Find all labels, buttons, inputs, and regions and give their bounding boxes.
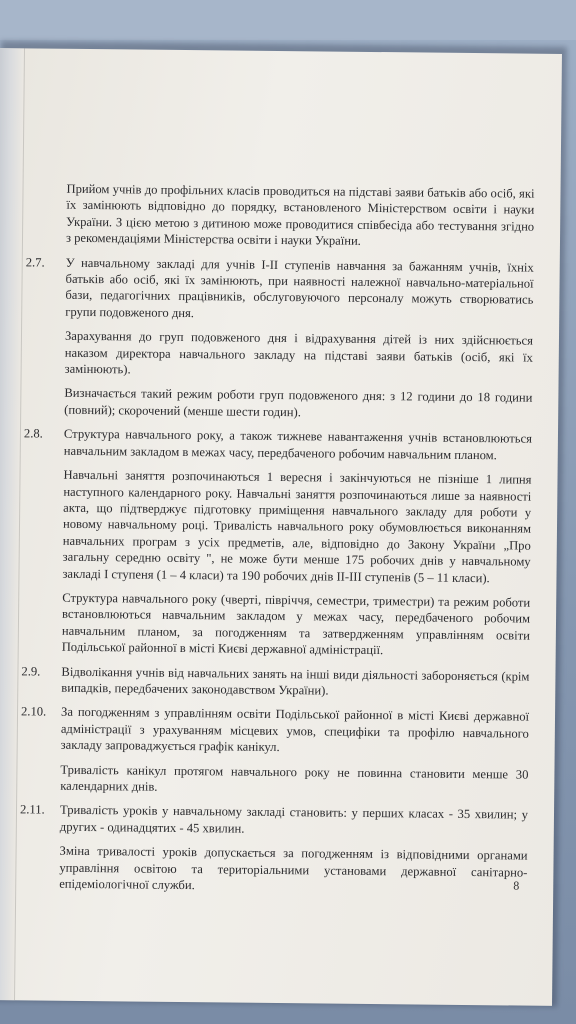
section-paragraph: Тривалість канікул протягом навчального року не повинна становити менше 30 календарних днів. (60, 762, 529, 794)
section-2-9 (21, 663, 530, 701)
section-paragraph: Структура навчального року (чверті, півріччя, семестри, триместри) та режим роботи встановлюються навчальним закладом у межах часу, передбаченого робочим навчальним планом, за погодженням та затвердженням управлінням освіти Подільської районної в місті Києві державної адміністрації. (61, 590, 531, 658)
document-body (19, 181, 535, 906)
section-paragraph: У навчальному закладі для учнів І-ІІ ступенів навчання за бажанням учнів, їхніх батьків або осіб, які їх замінюють, при наявності належної навчально-матеріальної бази, педагогічних працівників, обслуговуючого персоналу можуть створюватись групи подовженого дня. (65, 255, 534, 320)
section-paragraph: Структура навчального року, а також тижневе навантаження учнів встановлюються навчальним закладом в межах часу, передбаченого робочим навчальним планом. (63, 427, 533, 462)
section-number: 2.10. (20, 704, 47, 719)
document-page (0, 48, 562, 1006)
section-2-11 (19, 802, 529, 897)
intro-paragraph: Прийом учнів до профільних класів проводиться на підставі заяви батьків або осіб, які їх замінюють відповідно до порядку, встановленого Міністерством освіти і науки України. З цією метою з дитиною може проводитися співбесіда або тестування згідно з рекомендаціями Міністерства освіти і науки України. (65, 181, 535, 249)
section-paragraph: Визначається такий режим роботи груп подовженого дня: з 12 години до 18 години (повний); скорочений (менше шести годин). (64, 386, 533, 420)
page-number: 8 (513, 878, 520, 893)
section-paragraph: Зарахування до груп подовженого дня і відрахування дітей із них здійснюється наказом директора навчального закладу на підставі заяви батьків (осіб, які їх замінюють). (64, 329, 534, 377)
page-binding-edge (0, 48, 25, 1000)
section-paragraph: Відволікання учнів від навчальних занять на інші види діяльності забороняється (крім випадків, передбачених законодавством України). (61, 664, 530, 698)
section-2-8 (23, 426, 533, 660)
section-number: 2.9. (21, 663, 41, 679)
section-2-7 (25, 254, 534, 423)
section-paragraph: Тривалість уроків у навчальному закладі становить: у перших класах - 35 хвилин; у других - одинадцятих - 45 хвилин. (59, 803, 529, 836)
section-number: 2.11. (19, 802, 45, 817)
section-number: 2.8. (23, 426, 43, 441)
section-2-10 (20, 704, 530, 799)
background-top-band (0, 0, 576, 40)
section-paragraph: Навчальні заняття розпочинаються 1 вересня і закінчуються не пізніше 1 липня наступного календарного року. Навчальні заняття розпочинаються лише за наявності акта, що підтверджує підготовку приміщення навчального закладу для роботи у новому навчальному році. Тривалість навчального року обумовлюється виконанням навчальних програм з усіх предметів, але, відповідно до Закону України „Про загальну середню освіту ", не може бути менше 175 робочих днів у навчальному закладі І ступеня (1 – 4 класи) та 190 робочих днів ІІ-ІІІ ступенів (5 – 11 класи). (62, 467, 532, 585)
section-number: 2.7. (25, 254, 45, 270)
section-paragraph: Зміна тривалості уроків допускається за погодженням із відповідними органами управління освітою та територіальними установами державної санітарно-епідеміологічної служби. (59, 843, 528, 893)
section-paragraph: За погодженням з управлінням освіти Подільської районної в місті Києві державної адміністрації з урахуванням місцевих умов, специфіки та профілю навчального закладу запроваджується графік канікул. (60, 705, 530, 755)
